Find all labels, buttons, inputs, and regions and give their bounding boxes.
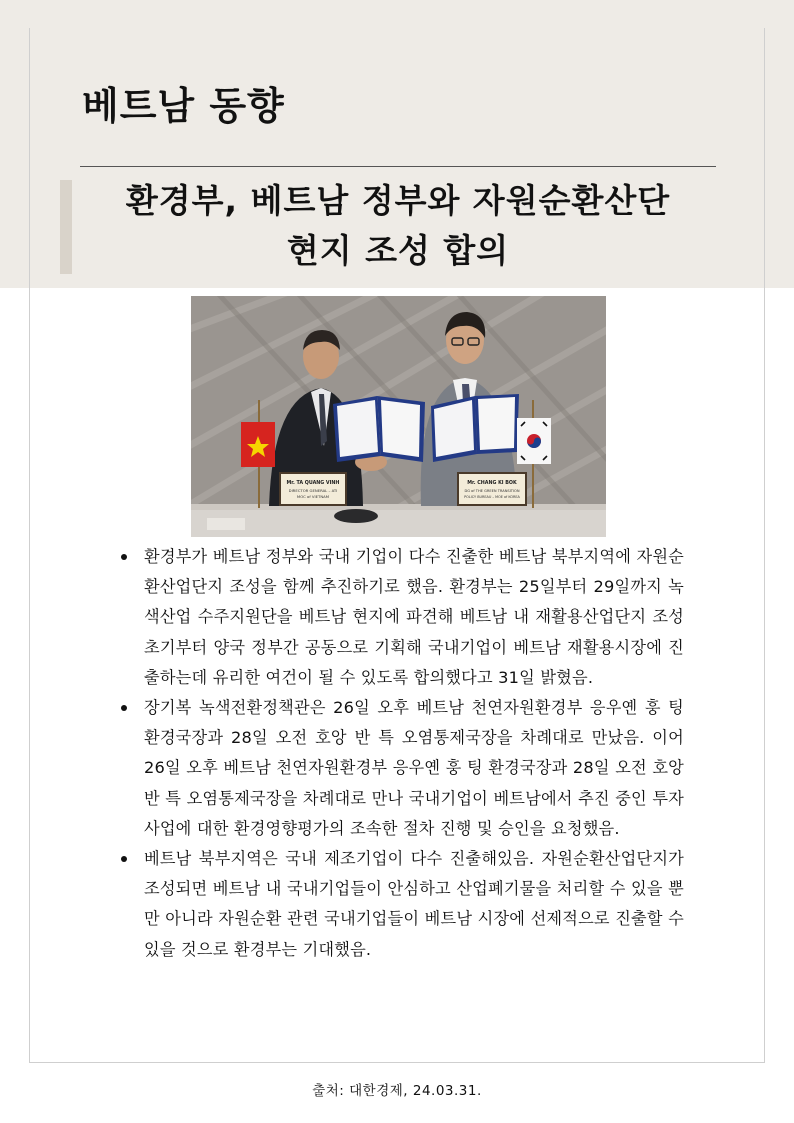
headline-line-2: 현지 조성 합의	[286, 231, 510, 270]
headline-accent-bar	[60, 180, 72, 274]
section-title: 베트남 동향	[82, 84, 285, 128]
source-citation: 출처: 대한경제, 24.03.31.	[312, 1083, 482, 1099]
headline	[80, 176, 716, 276]
signing-ceremony-photo	[191, 296, 606, 537]
bullet-item: 장기복 녹색전환정책관은 26일 오후 베트남 천연자원환경부 응우옌 훙 팅 환경국장과 28일 오전 호앙 반 특 오염통제국장을 차례대로 만났음. 이어 26일 오후 베트남 천연자원환경부 응우옌 훙 팅 환경국장과 28일 오전 호앙 반 특 오염통제국장을 차례대로 만나 국내기업이 베트남에서 추진 중인 투자 사업에 대한 환경영향평가의 조속한 절차 진행 및 승인을 요청했음.	[118, 693, 684, 844]
headline-line-1: 환경부, 베트남 정부와 자원순환산단	[125, 181, 671, 220]
bullet-list	[118, 542, 684, 965]
bullet-item: 베트남 북부지역은 국내 제조기업이 다수 진출해있음. 자원순환산업단지가 조성되면 베트남 내 국내기업들이 안심하고 산업폐기물을 처리할 수 있을 뿐만 아니라 자원순환 관련 국내기업들이 베트남 시장에 선제적으로 진출할 수 있을 것으로 환경부는 기대했음.	[118, 844, 684, 965]
nameplate-left-line-2: DIRECTOR GENERAL – ATI	[288, 488, 338, 493]
title-divider	[80, 166, 716, 167]
bullet-item: 환경부가 베트남 정부와 국내 기업이 다수 진출한 베트남 북부지역에 자원순환산업단지 조성을 함께 추진하기로 했음. 환경부는 25일부터 29일까지 녹색산업 수주지원단을 베트남 현지에 파견해 베트남 내 재활용산업단지 조성 초기부터 양국 정부간 공동으로 기획해 국내기업이 베트남 재활용시장에 진출하는데 유리한 여건이 될 수 있도록 합의했다고 31일 밝혔음.	[118, 542, 684, 693]
nameplate-right-line-1: Mr. CHANG KI BOK	[467, 481, 517, 486]
nameplate-left-line-1: Mr. TA QUANG VINH	[286, 481, 340, 486]
nameplate-right-line-3: POLICY BUREAU – MOE of KOREA	[464, 495, 520, 499]
nameplate-right-line-2: DG of THE GREEN TRANSITION	[464, 489, 520, 493]
nameplate-left-line-3: MOC of VIETNAM	[296, 494, 330, 499]
